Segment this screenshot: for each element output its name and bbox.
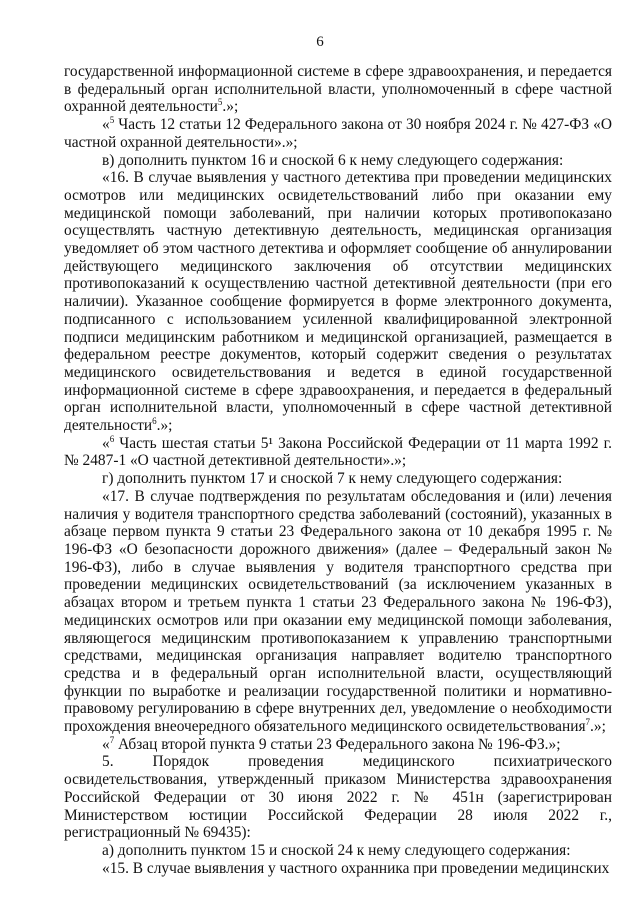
paragraph-text: г) дополнить пунктом 17 и сноской 7 к нему следующего содержания: <box>102 470 563 488</box>
footnote-marker: 6 <box>109 433 115 444</box>
document-body <box>64 63 612 877</box>
paragraph-text: государственной информационной системе в сфере здравоохранения, и передается в федеральный орган исполнительной власти, уполномоченный в сфере частной охранной деятельности <box>64 63 612 116</box>
footnote-marker: 7 <box>585 717 591 728</box>
paragraph <box>64 470 612 488</box>
paragraph-tail: Часть шестая статьи 5¹ Закона Российской Федерации от 11 марта 1992 г. № 2487-1 «О частной детективной деятельности».»; <box>64 434 612 470</box>
paragraph-tail: .»; <box>222 98 239 116</box>
paragraph-tail: .»; <box>590 718 606 736</box>
footnote-marker: 7 <box>109 734 115 745</box>
paragraph <box>64 435 612 470</box>
footnote-marker: 6 <box>152 416 157 427</box>
paragraph-text: в) дополнить пунктом 16 и сноской 6 к нему следующего содержания: <box>102 151 564 169</box>
paragraph-text: 5. Порядок проведения медицинского психиатрического освидетельствования, утвержденный приказом Министерства здравоохранения Российской Федерации от 30 июня 2022 г. № 451н (зарегистрирован Министерством юстиции Российской Федерации 28 июля 2022 г., регистрационный № 69435): <box>64 753 612 842</box>
paragraph-tail: .»; <box>156 417 173 435</box>
paragraph <box>64 842 612 860</box>
paragraph <box>64 488 612 736</box>
paragraph <box>64 152 612 170</box>
paragraph <box>64 116 612 151</box>
footnote-marker: 5 <box>217 97 223 108</box>
paragraph-text: « <box>102 735 110 753</box>
paragraph-text: « <box>102 116 110 134</box>
paragraph <box>64 753 612 842</box>
paragraph <box>64 736 612 754</box>
paragraph-text: « <box>102 434 110 452</box>
paragraph-tail: Абзац второй пункта 9 статьи 23 Федерального закона № 196-ФЗ.»; <box>114 735 561 753</box>
paragraph-text: «15. В случае выявления у частного охранника при проведении медицинских <box>102 859 610 877</box>
paragraph-text: «17. В случае подтверждения по результатам обследования и (или) лечения наличия у водителя транспортного средства заболеваний (состояний), указанных в абзаце первом пункта 9 статьи 23 Федерального закона от 10 декабря 1995 г. № 196-ФЗ «О безопасности дорожного движения» (далее – Федеральный закон № 196-ФЗ), либо в случае выявления у водителя транспортного средства при проведении медицинских освидетельствований (за исключением указанных в абзацах втором и третьем пункта 1 статьи 23 Федерального закона № 196-ФЗ), медицинских осмотров или при оказании ему медицинской помощи заболевания, являющегося медицинским противопоказанием к управлению транспортными средствами, медицинская организация направляет водителю транспортного средства и в федеральный орган исполнительной власти, осуществляющий функции по выработке и реализации государственной политики и нормативно-правовому регулированию в сфере внутренних дел, уведомление о необходимости прохождения внеочередного обязательного медицинского освидетельствования <box>64 487 612 736</box>
paragraph-tail: Часть 12 статьи 12 Федерального закона от 30 ноября 2024 г. № 427-ФЗ «О частной охранной деятельности».»; <box>64 116 612 151</box>
paragraph <box>64 169 612 435</box>
footnote-marker: 5 <box>109 115 115 126</box>
paragraph <box>64 860 612 878</box>
paragraph <box>64 63 612 116</box>
page-number: 6 <box>316 34 324 50</box>
paragraph-text: а) дополнить пунктом 15 и сноской 24 к нему следующего содержания: <box>102 841 571 859</box>
paragraph-text: «16. В случае выявления у частного детектива при проведении медицинских осмотров или медицинских освидетельствований либо при оказании ему медицинской помощи заболеваний, при наличии которых противопоказано осуществлять частную детективную деятельность, медицинская организация уведомляет об этом частного детектива и оформляет сообщение об аннулировании действующего медицинского заключения об отсутствии медицинских противопоказаний к осуществлению частной детективной деятельности (при его наличии). Указанное сообщение формируется в форме электронного документа, подписанного с использованием усиленной квалифицированной электронной подписи медицинским работником и медицинской организацией, размещается в федеральном реестре документов, который содержит сведения о результатах медицинского освидетельствования и ведется в единой государственной информационной системе в сфере здравоохранения, и передается в федеральный орган исполнительной власти, уполномоченный в сфере частной детективной деятельности <box>64 169 612 435</box>
